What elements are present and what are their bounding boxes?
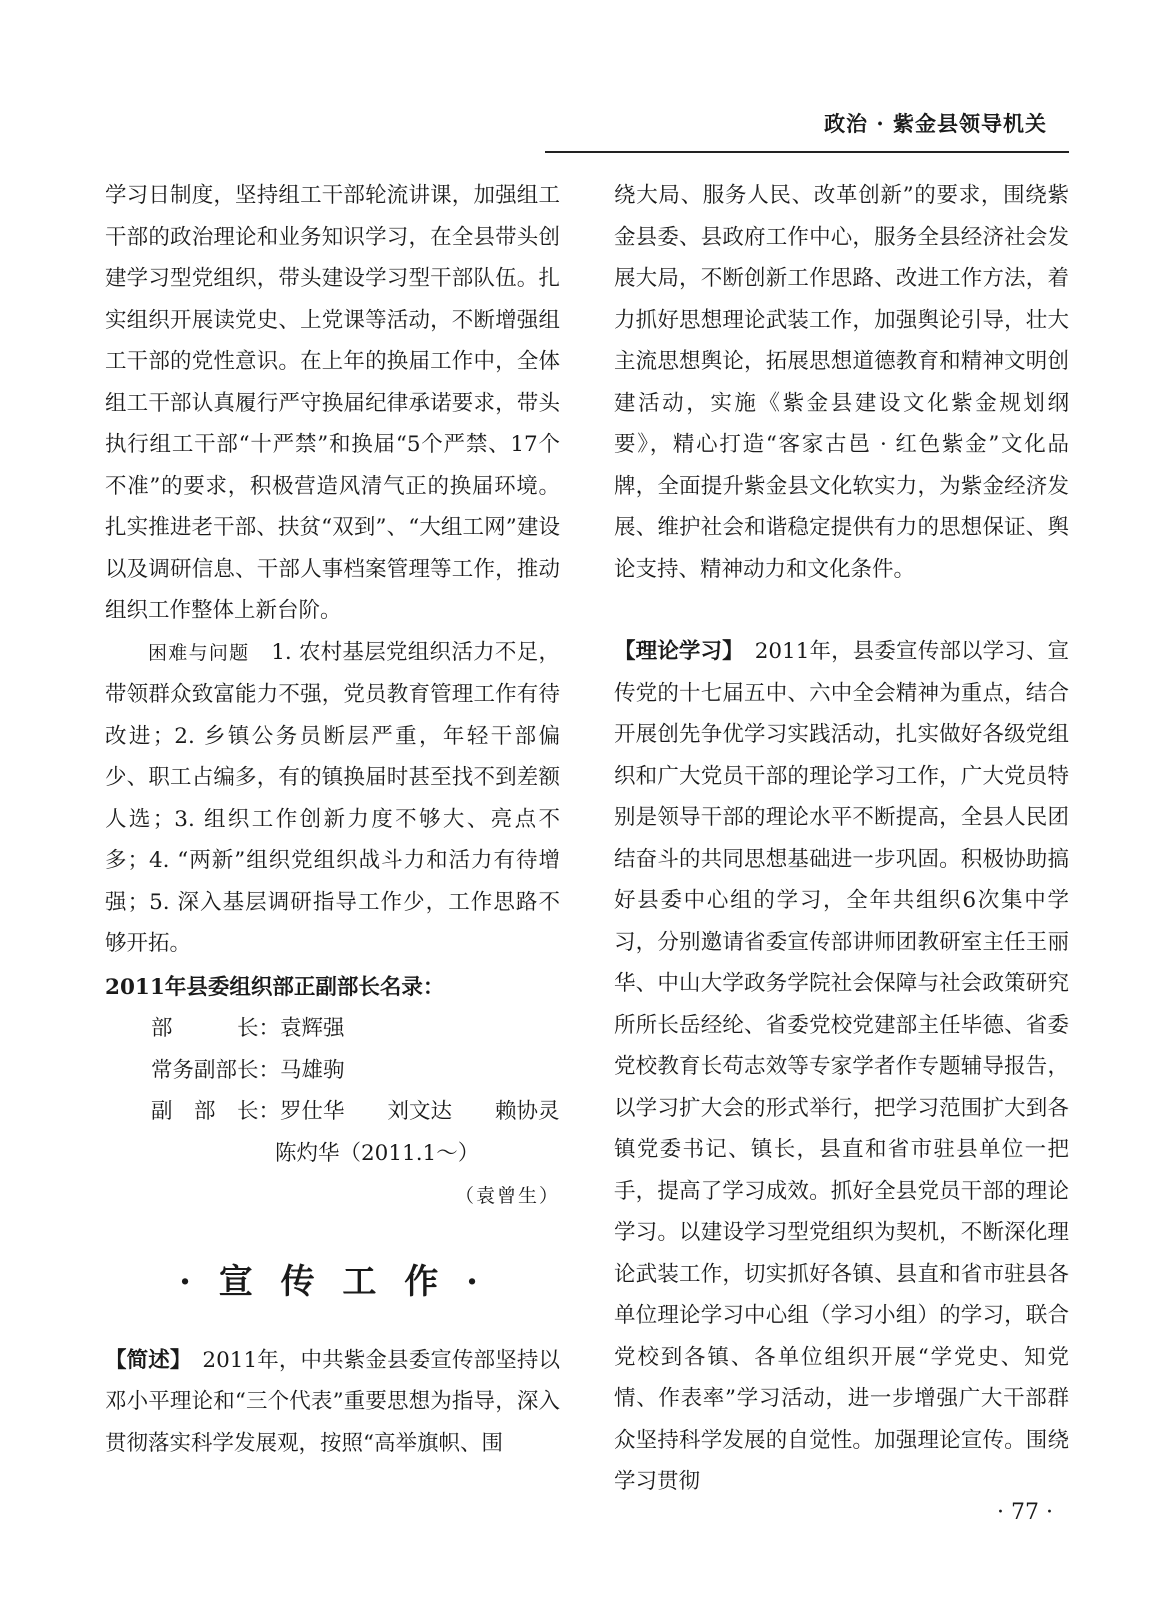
paragraph-gap [614, 590, 1069, 631]
roster-role: 副 部 长： [151, 1099, 281, 1124]
roster-role: 常务副部长： [151, 1057, 281, 1083]
running-header: 政治 · 紫金县领导机关 [824, 111, 1047, 136]
roster-names: 马雄驹 [280, 1057, 345, 1083]
overview-text: 2011年，中共紫金县委宣传部坚持以邓小平理论和“三个代表”重要思想为指导，深入贯彻落实科学发展观，按照“高举旗帜、围 [105, 1347, 560, 1456]
header-rule [545, 151, 1069, 153]
right-column [614, 175, 1069, 1503]
roster-names: 袁辉强 [280, 1016, 345, 1041]
roster-continuation: 陈灼华（2011.1～） [275, 1140, 480, 1166]
roster-names: 罗仕华 刘文达 赖协灵 [280, 1099, 560, 1124]
left-paragraph-1: 学习日制度，坚持组工干部轮流讲课，加强组工干部的政治理论和业务知识学习，在全县带头创建学习型党组织，带头建设学习型干部队伍。扎实组织开展读党史、上党课等活动，不断增强组工干部的党性意识。在上年的换届工作中，全体组工干部认真履行严守换届纪律承诺要求，带头执行组工干部“十严禁”和换届“5个严禁、17个不准”的要求，积极营造风清气正的换届环境。扎实推进老干部、扶贫“双到”、“大组工网”建设以及调研信息、干部人事档案管理等工作，推动组织工作整体上新台阶。 [105, 183, 560, 623]
author-signature: （袁曾生） [454, 1185, 560, 1207]
left-column [105, 175, 560, 1464]
section-title: · 宣 传 工 作 · [179, 1261, 486, 1302]
theory-label: 【理论学习】 [614, 639, 734, 664]
roster-row-director [105, 1008, 560, 1050]
difficulties-label: 困难与问题 [148, 641, 250, 664]
difficulties-paragraph [105, 632, 560, 965]
roster-role: 部 长： [151, 1016, 281, 1041]
theory-text: 2011年，县委宣传部以学习、宣传党的十七届五中、六中全会精神为重点，结合开展创先争优学习实践活动，扎实做好各级党组织和广大党员干部的理论学习工作，广大党员特别是领导干部的理论水平不断提高，全县人民团结奋斗的共同思想基础进一步巩固。积极协助搞好县委中心组的学习，全年共组织6次集中学习，分别邀请省委宣传部讲师团教研室主任王丽华、中山大学政务学院社会保障与社会政策研究所所长岳经纶、省委党校党建部主任毕德、省委党校教育长苟志效等专家学者作专题辅导报告，以学习扩大会的形式举行，把学习范围扩大到各镇党委书记、镇长，县直和省市驻县单位一把手，提高了学习成效。抓好全县党员干部的理论学习。以建设学习型党组织为契机，不断深化理论武装工作，切实抓好各镇、县直和省市驻县各单位理论学习中心组（学习小组）的学习，联合党校到各镇、各单位组织开展“学党史、知党情、作表率”学习活动，进一步增强广大干部群众坚持科学发展的自觉性。加强理论宣传。围绕学习贯彻 [614, 639, 1069, 1494]
theory-paragraph [614, 631, 1069, 1503]
roster-row-deputies [105, 1091, 560, 1133]
roster-title: 2011年县委组织部正副部长名录： [105, 974, 445, 1000]
difficulties-text: 1. 农村基层党组织活力不足，带领群众致富能力不强，党员教育管理工作有待改进；2. 乡镇公务员断层严重，年轻干部偏少、职工占编多，有的镇换届时甚至找不到差额人选；3. 组织工作创新力度不够大、亮点不多；4. “两新”组织党组织战斗力和活力有待增强；5. 深入基层调研指导工作少，工作思路不够开拓。 [105, 639, 560, 956]
overview-label: 【简述】 [105, 1347, 181, 1373]
roster-row-executive-deputy [105, 1050, 560, 1092]
right-paragraph-1: 绕大局、服务人民、改革创新”的要求，围绕紫金县委、县政府工作中心，服务全县经济社会发展大局，不断创新工作思路、改进工作方法，着力抓好思想理论武装工作，加强舆论引导，壮大主流思想舆论，拓展思想道德教育和精神文明创建活动，实施《紫金县建设文化紫金规划纲要》，精心打造“客家古邑 · 红色紫金”文化品牌，全面提升紫金县文化软实力，为紫金经济发展、维护社会和谐稳定提供有力的思想保证、舆论支持、精神动力和文化条件。 [614, 183, 1069, 582]
overview-paragraph [105, 1340, 560, 1465]
page-number: · 77 · [997, 1500, 1053, 1525]
